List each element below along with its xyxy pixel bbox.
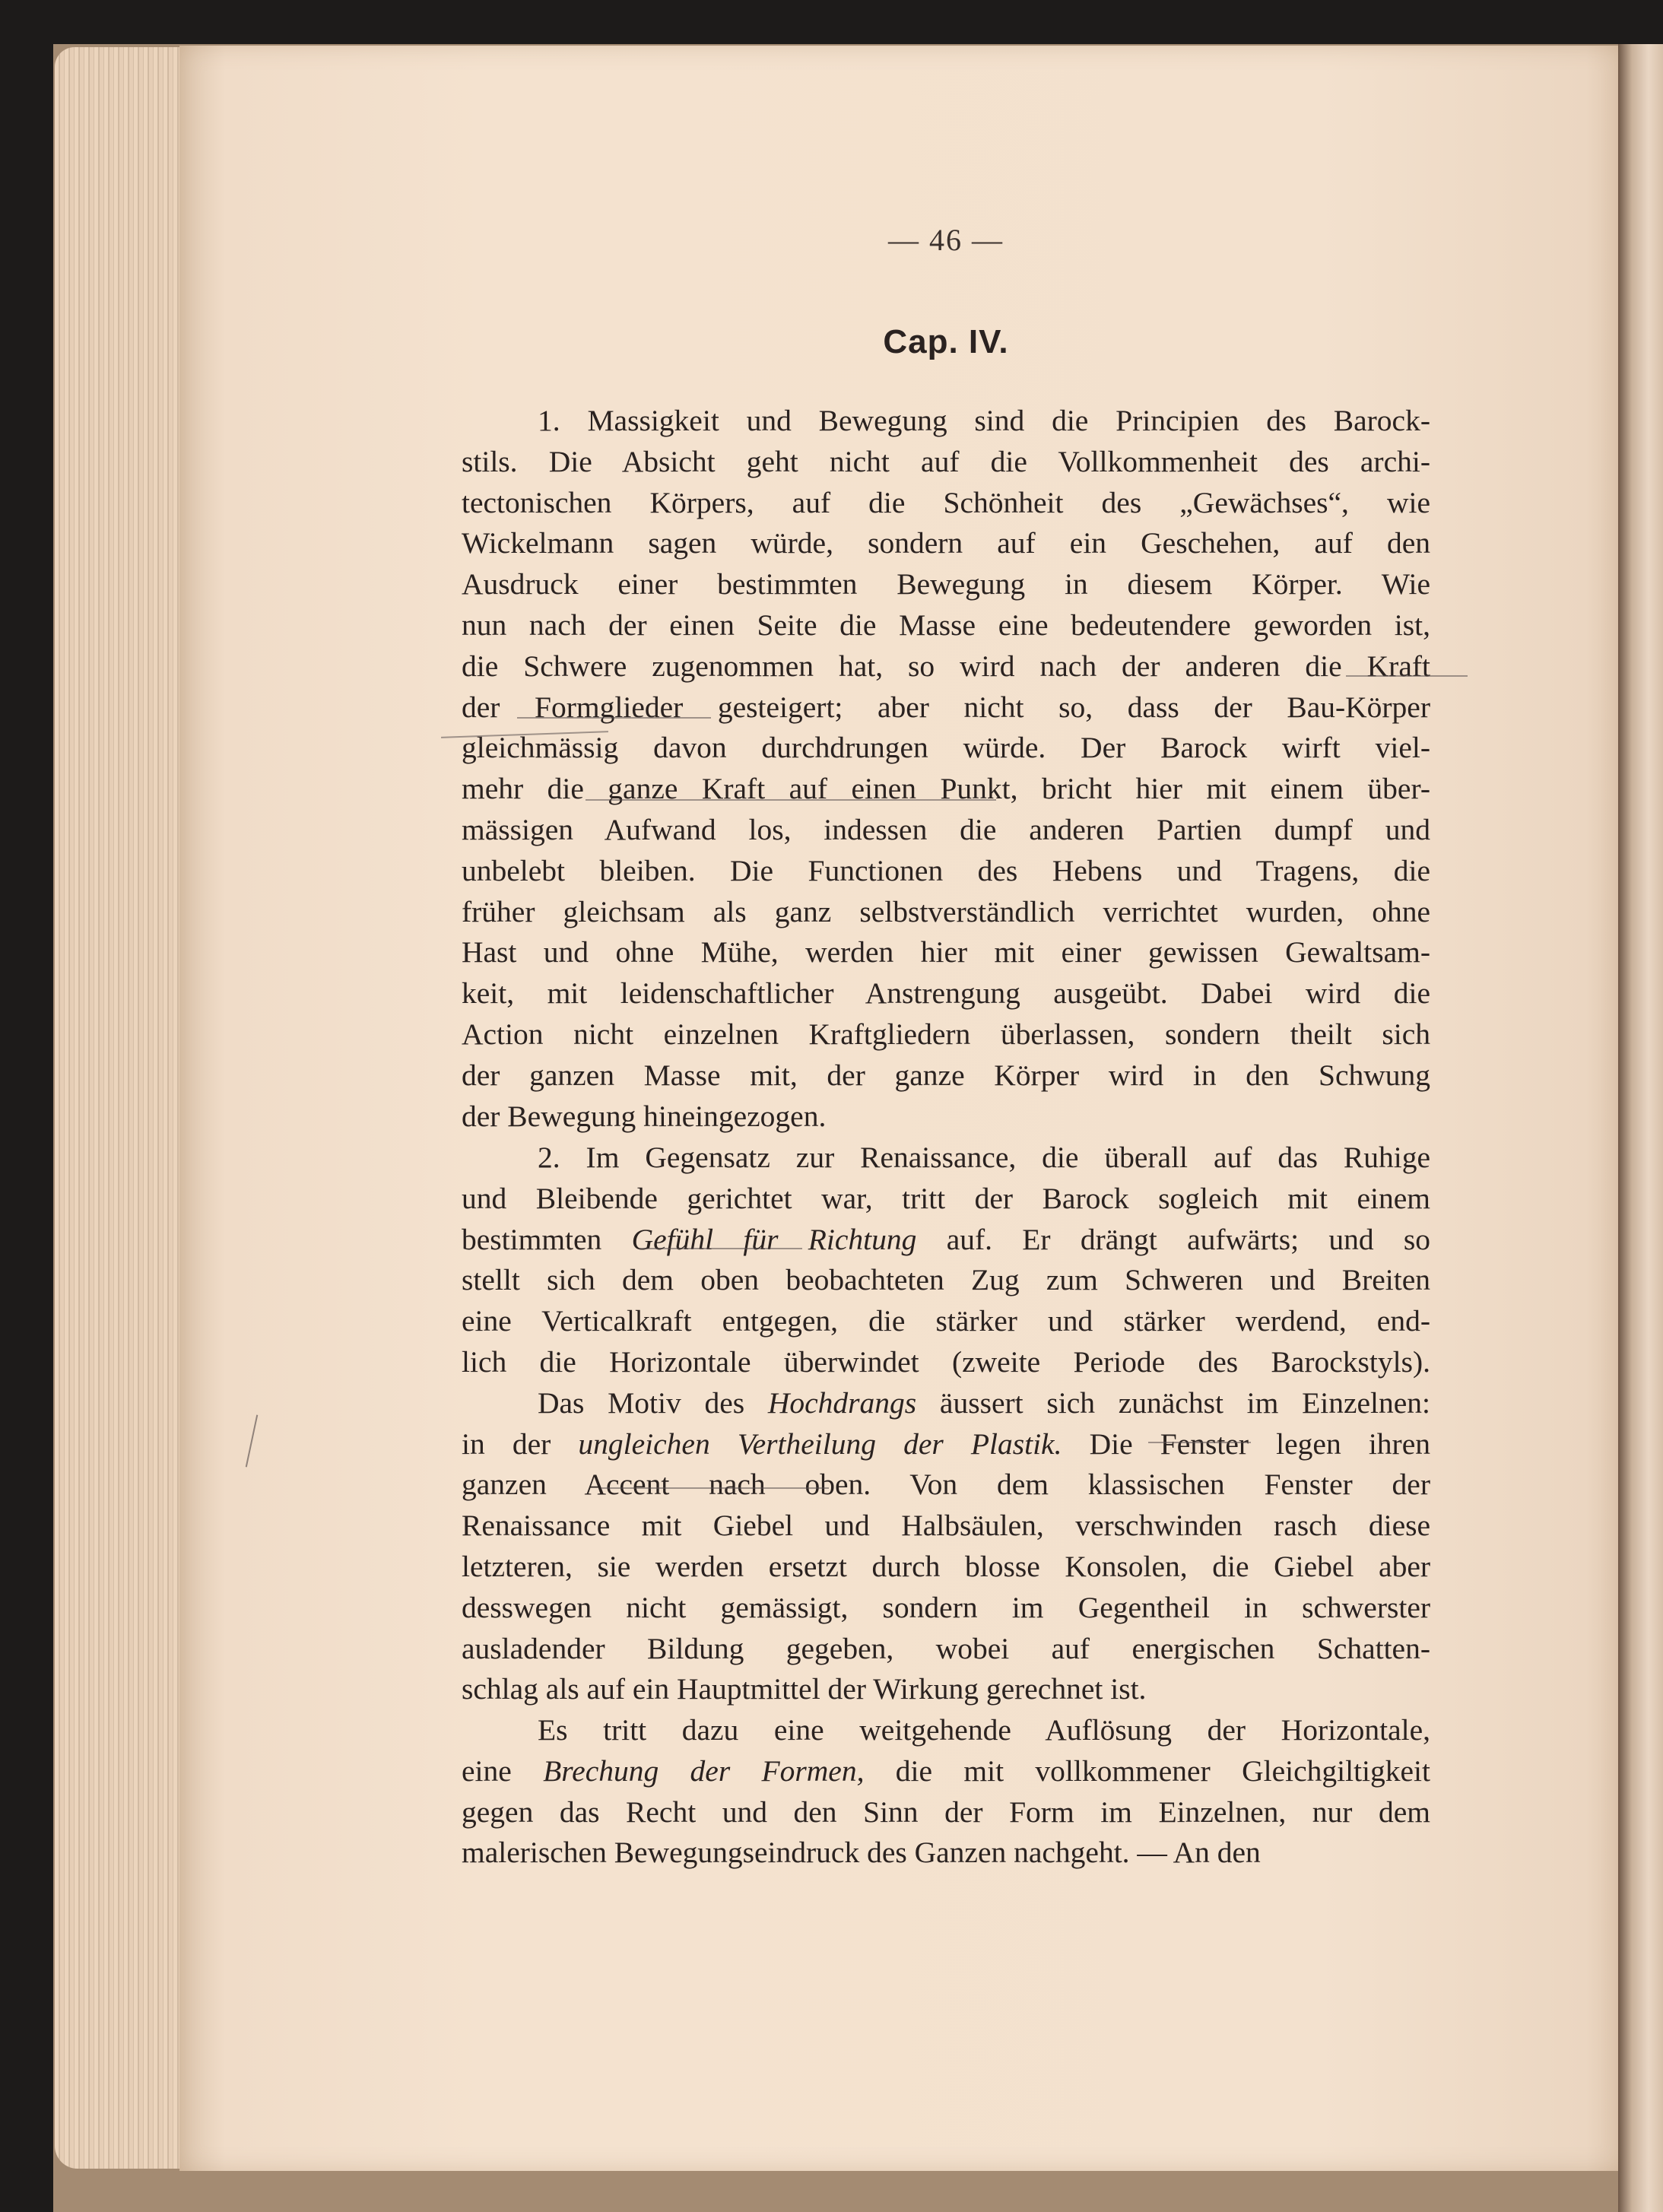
- text-line: desswegen nicht gemässigt, sondern im Gegentheil in schwerster: [462, 1590, 1430, 1624]
- text-line: gleichmässig davon durchdrungen würde. Der Barock wirft viel-: [462, 731, 1430, 765]
- italic-phrase: Hochdrangs: [767, 1385, 917, 1420]
- text-line: Hast und ohne Mühe, werden hier mit einer gewissen Gewaltsam-: [462, 935, 1430, 970]
- text-line: tectonischen Körpers, auf die Schönheit des „Gewächses“, wie: [462, 485, 1430, 519]
- pencil-underline: [601, 1487, 829, 1489]
- text-line: mehr die ganze Kraft auf einen Punkt, bricht hier mit einem über-: [462, 772, 1430, 806]
- text-line: Wickelmann sagen würde, sondern auf ein Geschehen, auf den: [462, 526, 1430, 560]
- text-line: ausladender Bildung gegeben, wobei auf energischen Schatten-: [462, 1631, 1430, 1665]
- text-line: lich die Horizontale überwindet (zweite Periode des Barockstyls).: [462, 1344, 1430, 1379]
- text-line: Ausdruck einer bestimmten Bewegung in diesem Körper. Wie: [462, 567, 1430, 601]
- text-line: malerischen Bewegungseindruck des Ganzen nachgeht. — An den: [462, 1836, 1261, 1870]
- text-line: schlag als auf ein Hauptmittel der Wirkung gerechnet ist.: [462, 1672, 1147, 1706]
- pencil-underline: [639, 1248, 802, 1249]
- text-line: unbelebt bleiben. Die Functionen des Hebens und Tragens, die: [462, 853, 1430, 887]
- text-line: und Bleibende gerichtet war, tritt der Barock sogleich mit einem: [462, 1181, 1430, 1215]
- text-line: der ganzen Masse mit, der ganze Körper wird in den Schwung: [462, 1058, 1430, 1092]
- text-line: eine Brechung der Formen, die mit vollkommener Gleichgiltigkeit: [462, 1753, 1430, 1788]
- pencil-underline: [1346, 675, 1468, 677]
- text-line: nun nach der einen Seite die Masse eine bedeutendere geworden ist,: [462, 608, 1430, 642]
- text-line: 1. Massigkeit und Bewegung sind die Principien des Barock-: [538, 404, 1430, 437]
- text-line: der Formglieder gesteigert; aber nicht so, dass der Bau-Körper: [462, 690, 1430, 724]
- text-line: die Schwere zugenommen hat, so wird nach der anderen die Kraft: [462, 649, 1430, 683]
- text-line: bestimmten Gefühl für Richtung auf. Er drängt aufwärts; und so: [462, 1222, 1430, 1256]
- text-line: mässigen Aufwand los, indessen die anderen Partien dumpf und: [462, 812, 1430, 846]
- book-gutter: [1618, 44, 1663, 2212]
- text-line: Renaissance mit Giebel und Halbsäulen, verschwinden rasch diese: [462, 1509, 1430, 1543]
- text-line: gegen das Recht und den Sinn der Form im Einzelnen, nur dem: [462, 1795, 1430, 1829]
- italic-phrase: ungleichen Vertheilung der Plastik.: [578, 1427, 1062, 1461]
- text-line: eine Verticalkraft entgegen, die stärker und stärker werdend, end-: [462, 1304, 1430, 1338]
- text-line: keit, mit leidenschaftlicher Anstrengung ausgeübt. Dabei wird die: [462, 976, 1430, 1011]
- text-line: letzteren, sie werden ersetzt durch blosse Konsolen, die Giebel aber: [462, 1549, 1430, 1583]
- paragraph-2: [462, 1138, 1430, 1710]
- text-line: in der ungleichen Vertheilung der Plastik. Die Fenster legen ihren: [462, 1427, 1430, 1461]
- text-line: Das Motiv des Hochdrangs äussert sich zunächst im Einzelnen:: [538, 1385, 1430, 1420]
- page-edges: [55, 47, 192, 2169]
- text-line: der Bewegung hineingezogen.: [462, 1099, 827, 1133]
- pencil-underline: [586, 799, 996, 801]
- text-line: stils. Die Absicht geht nicht auf die Vollkommenheit des archi-: [462, 444, 1430, 478]
- chapter-title: Cap. IV.: [883, 323, 1009, 360]
- text-line: Es tritt dazu eine weitgehende Auflösung der Horizontale,: [538, 1713, 1430, 1747]
- text-line: stellt sich dem oben beobachteten Zug zum Schweren und Breiten: [462, 1263, 1430, 1297]
- text-line: früher gleichsam als ganz selbstverständlich verrichtet wurden, ohne: [462, 894, 1430, 928]
- pencil-underline: [517, 717, 711, 719]
- paragraph-3: [462, 1710, 1430, 1874]
- paragraph-1: [462, 401, 1430, 1137]
- italic-phrase: Gefühl für Richtung: [631, 1222, 917, 1256]
- text-line: ganzen Accent nach oben. Von dem klassischen Fenster der: [462, 1468, 1430, 1502]
- text-line: Action nicht einzelnen Kraftgliedern überlassen, sondern theilt sich: [462, 1017, 1430, 1051]
- text-line: 2. Im Gegensatz zur Renaissance, die überall auf das Ruhige: [538, 1141, 1430, 1174]
- italic-phrase: Brechung der Formen,: [543, 1753, 865, 1788]
- pencil-underline: [1148, 1442, 1251, 1443]
- page-number: — 46 —: [888, 223, 1004, 257]
